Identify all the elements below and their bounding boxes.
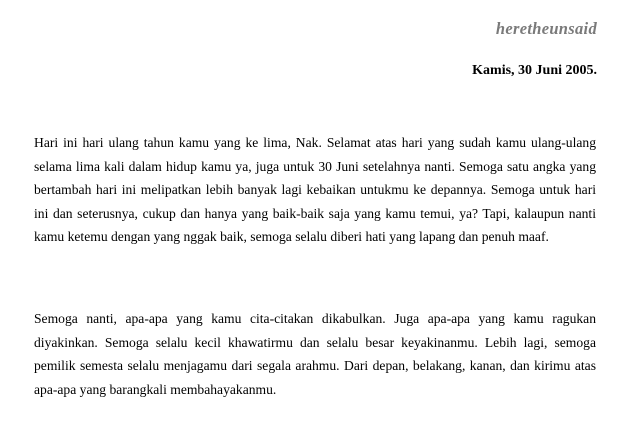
paragraph-2: Semoga nanti, apa-apa yang kamu cita-citakan dikabulkan. Juga apa-apa yang kamu ragukan diyakinkan. Semoga selalu kecil khawatirmu dan selalu besar keyakinanmu. Lebih lagi, semoga pemilik semesta selalu menjagamu dari segala arahmu. Dari depan, belakang, kanan, dan kirimu atas apa-apa yang barangkali membahayakanmu. bbox=[34, 311, 596, 397]
site-title: heretheunsaid bbox=[495, 19, 597, 38]
date-line: Kamis, 30 Juni 2005. bbox=[472, 63, 597, 78]
paragraph-1: Hari ini hari ulang tahun kamu yang ke lima, Nak. Selamat atas hari yang sudah kamu ulang-ulang selama lima kali dalam hidup kamu ya, juga untuk 30 Juni setelahnya nanti. Semoga satu angka yang bertambah hari ini melipatkan lebih banyak lagi kebaikan untukmu ke depannya. Semoga untuk hari ini dan seterusnya, cukup dan hanya yang baik-baik saja yang kamu temui, ya? Tapi, kalaupun nanti kamu ketemu dengan yang nggak baik, semoga selalu diberi hati yang lapang dan penuh maaf. bbox=[34, 135, 596, 244]
